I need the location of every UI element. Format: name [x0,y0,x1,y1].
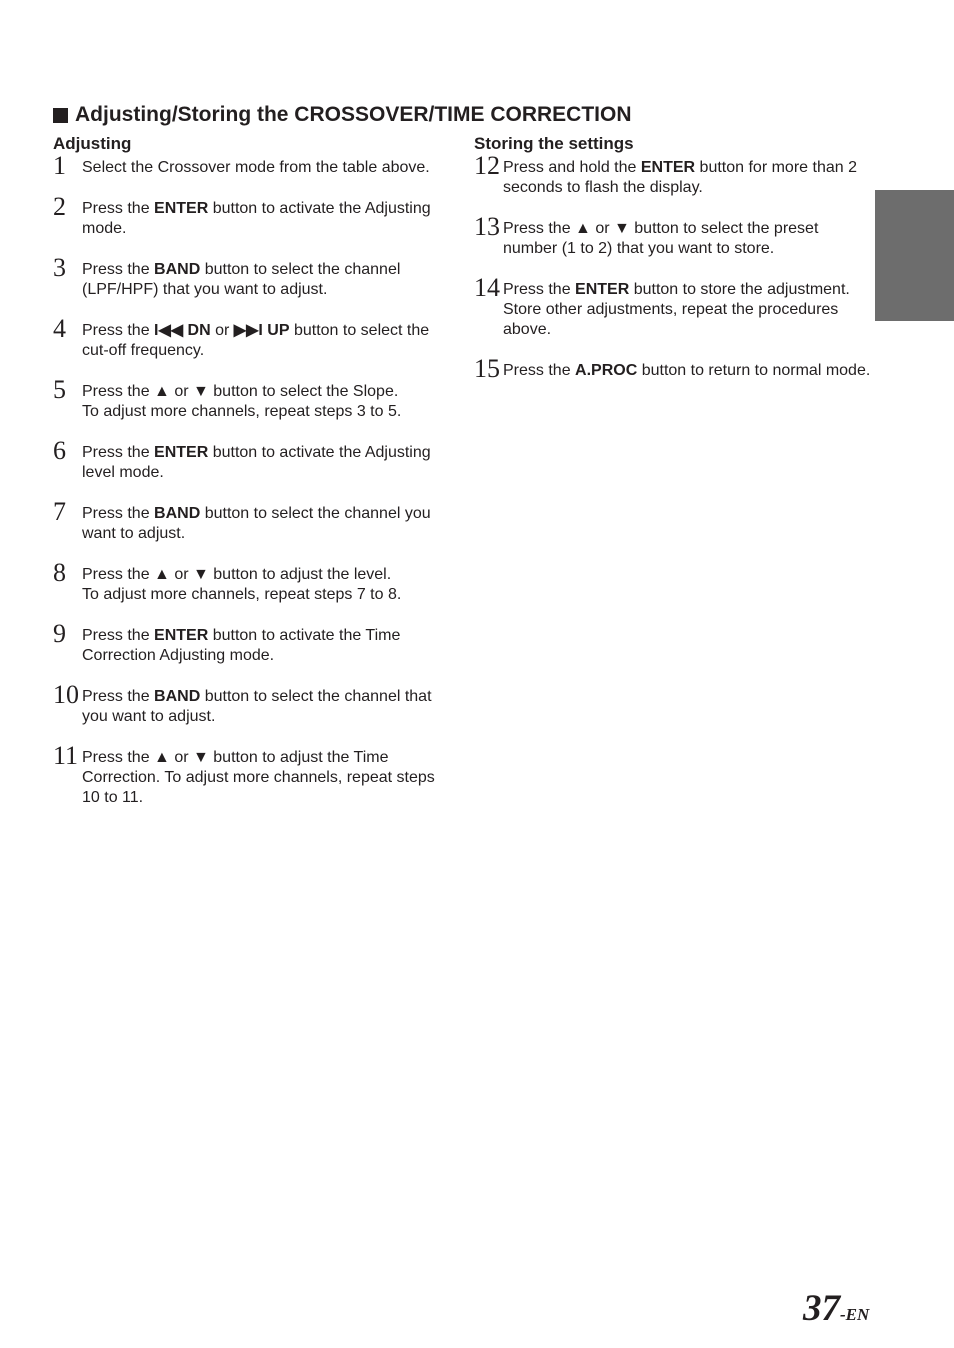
step-text [82,158,453,178]
step-number: 13 [474,212,500,241]
step-text-segment: Press the [503,281,576,298]
step-text [82,443,453,483]
step-text [503,158,874,198]
step-text-segment: Press the [82,505,155,522]
step-text [503,361,874,381]
step-text-segment: Press the ▲ or ▼ button to adjust the Time Correction. To adjust more channels, repeat steps 10 to 11. [82,749,435,806]
step-text [503,219,874,259]
step-text [82,565,453,605]
step-number: 12 [474,151,500,180]
step-text [82,382,453,422]
button-name: ▶▶I UP [233,322,290,339]
step-6 [53,436,453,483]
step-text-segment: To adjust more channels, repeat steps 3 to 5. [82,403,402,420]
step-text [82,321,453,361]
step-7 [53,497,453,544]
step-text-segment: button to activate the Time Correction Adjusting mode. [82,627,401,664]
step-text-segment: button to store the adjustment. Store other adjustments, repeat the procedures above. [503,281,850,338]
step-text-segment: Press the ▲ or ▼ button to select the Slope. [82,383,399,400]
step-text-segment: Press the [503,362,576,379]
button-name: BAND [154,688,201,705]
step-number: 2 [53,192,66,221]
page-number [803,1287,869,1330]
step-text-segment: button to select the channel that you want to adjust. [82,688,432,725]
step-text-segment: Press the [82,688,155,705]
section-side-tab [875,190,954,321]
step-text [82,504,453,544]
button-name: I◀◀ DN [154,322,211,339]
step-text-segment: button for more than 2 seconds to flash the display. [503,159,857,196]
step-number: 15 [474,354,500,383]
step-3 [53,253,453,300]
step-number: 7 [53,497,66,526]
step-text-segment: Press the [82,200,155,217]
storing-column [474,134,874,381]
step-number: 1 [53,151,66,180]
step-text-segment: Press the [82,322,155,339]
button-name: ENTER [154,444,209,461]
step-text-segment: button to activate the Adjusting mode. [82,200,431,237]
step-text-segment: Press and hold the [503,159,641,176]
step-8 [53,558,453,605]
step-text [82,260,453,300]
square-bullet-icon [53,108,68,123]
step-text-segment: Press the [82,261,155,278]
step-text-segment: Press the ▲ or ▼ button to select the preset number (1 to 2) that you want to store. [503,220,819,257]
step-number: 6 [53,436,66,465]
step-number: 4 [53,314,66,343]
button-name: ENTER [640,159,696,176]
step-number: 8 [53,558,66,587]
step-text [82,199,453,239]
button-name: BAND [154,505,201,522]
step-number: 11 [53,741,79,770]
step-text-segment: To adjust more channels, repeat steps 7 to 8. [82,586,402,603]
step-text [503,280,874,340]
step-number: 9 [53,619,66,648]
step-1 [53,151,453,180]
page-number-value: 37 [803,1288,840,1329]
button-name: BAND [154,261,201,278]
step-10 [53,680,453,727]
step-text-segment: button to select the cut-off frequency. [82,322,430,359]
adjusting-heading: Adjusting [53,134,132,153]
section-title [53,103,632,127]
button-name: ENTER [575,281,630,298]
step-text-segment: button to select the channel you want to adjust. [82,505,431,542]
step-text-segment: Press the ▲ or ▼ button to adjust the level. [82,566,392,583]
adjusting-steps-list [53,151,453,808]
step-15 [474,354,874,383]
step-text [82,687,453,727]
button-name: ENTER [154,627,209,644]
step-5 [53,375,453,422]
section-title-text: Adjusting/Storing the CROSSOVER/TIME CORRECTION [75,103,632,126]
page-number-suffix: -EN [840,1305,870,1324]
adjusting-column [53,134,453,808]
step-text-segment: button to return to normal mode. [637,362,871,379]
step-text-segment: or [210,322,234,339]
step-14 [474,273,874,340]
step-4 [53,314,453,361]
step-text [82,748,453,808]
step-text-segment: button to activate the Adjusting level mode. [82,444,431,481]
step-text-segment: Press the [82,627,155,644]
step-text-segment: Press the [82,444,155,461]
button-name: ENTER [154,200,209,217]
button-name: A.PROC [575,362,638,379]
storing-steps-list [474,151,874,383]
step-number: 14 [474,273,500,302]
step-text-segment: button to select the channel (LPF/HPF) that you want to adjust. [82,261,401,298]
step-number: 3 [53,253,66,282]
storing-heading: Storing the settings [474,134,634,153]
step-13 [474,212,874,259]
step-12 [474,151,874,198]
step-text [82,626,453,666]
step-2 [53,192,453,239]
step-number: 10 [53,680,79,709]
step-text-segment: Select the Crossover mode from the table above. [82,159,430,176]
step-number: 5 [53,375,66,404]
step-9 [53,619,453,666]
step-11 [53,741,453,808]
